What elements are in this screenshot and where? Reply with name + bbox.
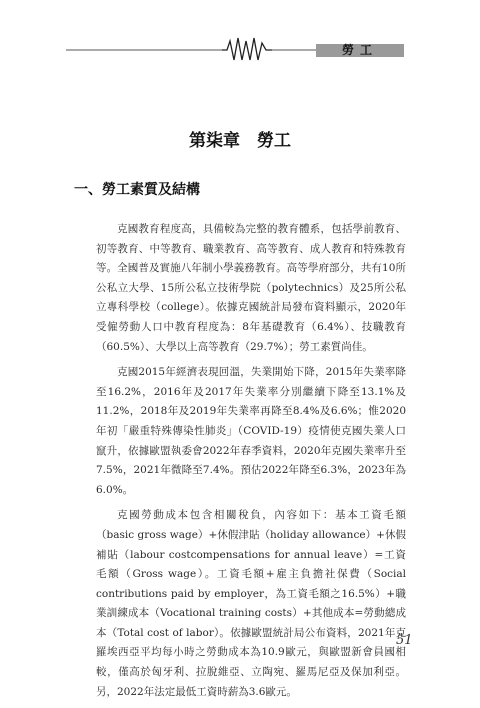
page-number: 51 xyxy=(396,633,413,648)
chapter-title: 第柒章 勞工 xyxy=(189,131,291,151)
body-text xyxy=(96,220,406,708)
header-tab-label: 勞工 xyxy=(341,43,378,57)
paragraph: 克國勞動成本包含相關稅負，內容如下：基本工資毛額（basic gross wage）+休假津貼（holiday allowance）+休假補貼（labour costcompensations for annual leave）=工資毛額（Gross wage）。工資毛額+雇主負擔社保費（Social contributions paid by employer，為工資毛額之16.5%）+職業訓練成本（Vocational training costs）+其他成本=勞動總成本（Total cost of labor）。依據歐盟統計局公布資料，2021年克羅埃西亞平均每小時之勞動成本為10.9歐元，與歐盟新會員國相較，僅高於匈牙利、拉脫維亞、立陶宛、羅馬尼亞及保加利亞。另，2022年法定最低工資時薪為3.6歐元。 xyxy=(96,509,406,698)
paragraph: 克國2015年經濟表現回溫，失業開始下降，2015年失業率降至16.2%，2016年及2017年失業率分別繼續下降至13.1%及11.2%，2018年及2019年失業率再降至8.4%及6.6%；惟2020年初「嚴重特殊傳染性肺炎」（COVID-19）疫情使克國失業人口竄升，依據歐盟執委會2022年春季資料，2020年克國失業率升至7.5%，2021年微降至7.4%。預估2022年降至6.3%，2023年為6.0%。 xyxy=(96,366,406,496)
paragraph: 克國教育程度高，具備較為完整的教育體系，包括學前教育、初等教育、中等教育、職業教育、高等教育、成人教育和特殊教育等。全國普及實施八年制小學義務教育。高等學府部分，共有10所公私立大學、15所公私立技術學院（polytechnics）及25所公私立專科學校（college）。依據克國統計局發布資料顯示，2020年受僱勞動人口中教育程度為：8年基礎教育（6.4%）、技職教育（60.5%）、大學以上高等教育（29.7%）；勞工素質尚佳。 xyxy=(96,223,406,353)
section-heading: 一、勞工素質及結構 xyxy=(74,182,200,198)
header-zigzag-rule xyxy=(0,30,480,70)
running-header xyxy=(0,30,480,70)
